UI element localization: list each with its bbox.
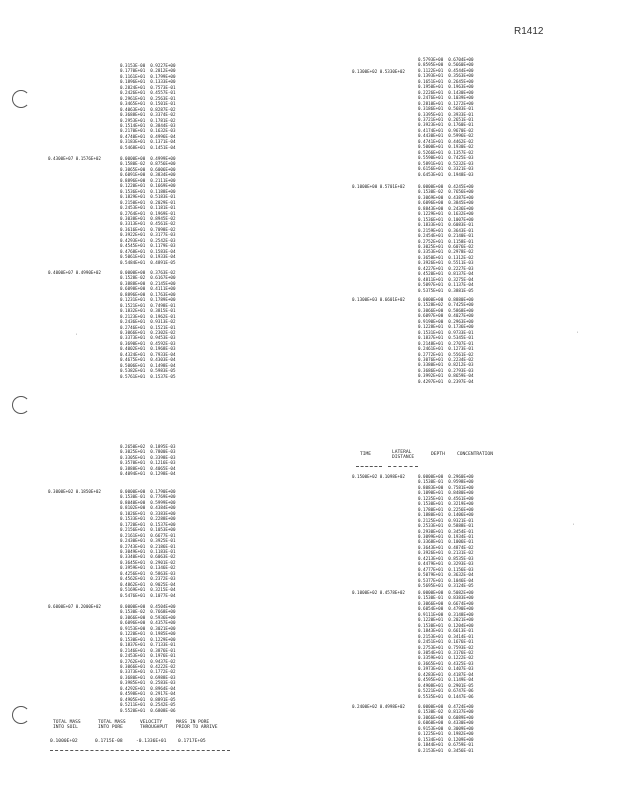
data-row: 0.4740E+01 0.4996E-04: [120, 133, 176, 139]
data-row: 0.1844E+01 0.6759E-01: [418, 742, 474, 748]
block-label: 0.1300E+03 0.6601E+02: [352, 297, 405, 302]
binder-hole-bottom: [12, 706, 30, 724]
data-row: 0.2824E+01 0.7573E-01: [120, 84, 176, 90]
data-row: 0.0000E+00 0.4245E+00: [418, 184, 474, 189]
data-row: 0.3359E+01 0.1222E-02: [418, 655, 474, 661]
data-row: 0.4227E+01 0.2227E-03: [418, 265, 474, 271]
data-row: 0.1833E+01 0.6083E-01: [418, 222, 474, 228]
data-row: 0.0000E+00 0.4504E+00: [120, 604, 176, 609]
data-row: 0.4862E+01 0.9025E-04: [120, 581, 176, 587]
data-row: 0.1651E+01 0.2645E+00: [418, 78, 474, 84]
binder-hole-middle: [12, 396, 30, 414]
data-row: 0.1720E+01 0.1537E+00: [120, 521, 176, 527]
block-label: 0.4300E+07 0.1576E+02: [48, 156, 101, 161]
data-row: 0.6096E+00 0.3845E+00: [418, 200, 474, 206]
data-row: 0.2156E+01 0.1053E+00: [120, 527, 176, 533]
block-label: 0.1300E+02 0.5330E+02: [352, 69, 405, 74]
data-row: 0.3066E+00 0.5868E+00: [418, 307, 474, 313]
data-row: 0.1530E+01 0.1229E+00: [120, 636, 176, 642]
data-row: 0.1393E+01 0.3563E+00: [418, 73, 474, 79]
data-row: 0.3038E+01 0.8945E-02: [120, 215, 176, 221]
data-row: 0.2953E+01 0.1781E-02: [120, 117, 176, 123]
data-row: 0.3313E+01 0.4561E-02: [120, 221, 176, 227]
data-row: 0.4479E+01 0.3293E-03: [418, 561, 474, 567]
data-row: 0.1770E+01 0.2812E+00: [120, 68, 176, 74]
data-row: 0.1235E+01 0.4561E+00: [418, 495, 474, 501]
data-row: 0.3688E+01 0.3374E-02: [120, 112, 176, 118]
data-row: 0.3065E+00 0.6006E+00: [120, 166, 176, 172]
data-row: 0.9153E+00 0.3021E+00: [120, 625, 176, 631]
data-row: 0.4675E+01 0.4303E-04: [120, 357, 176, 363]
data-row: 0.3025E+01 0.7800E-03: [120, 449, 176, 455]
data-row: 0.1514E+01 0.3844E-03: [120, 122, 176, 128]
data-row: 0.5169E+01 0.3215E-04: [120, 587, 176, 593]
data-row: 0.5520E+01 0.6808E-06: [120, 707, 176, 713]
header-rule-time: [356, 466, 382, 467]
data-row: 0.1530E-02 0.7668E+00: [120, 609, 176, 615]
block-values: [418, 57, 473, 177]
data-row: 0.2461E+01 0.1273E-01: [418, 346, 474, 352]
data-row: 0.1580E-02 0.8756E+00: [120, 161, 176, 167]
data-row: 0.3992E+01 0.8659E-04: [418, 373, 474, 379]
data-row: 0.4094E+01 0.1298E-04: [120, 471, 176, 477]
data-row: 0.2810E+01 0.1272E+00: [418, 100, 474, 106]
data-row: 0.1026E+01 0.3383E+00: [120, 510, 176, 516]
summary-value-mass-in-pore: 0.1717E+05: [178, 739, 206, 744]
data-row: 0.6098E+00 0.4111E+00: [120, 286, 176, 292]
data-row: 0.3973E+01 0.1407E-03: [418, 666, 474, 672]
speck: ·: [576, 330, 580, 336]
block-values: [418, 474, 473, 589]
block-values: [120, 63, 175, 150]
data-row: 0.1090E+01 0.8480E+00: [418, 490, 474, 496]
block-label: 0.1500E+02 0.1098E+02: [352, 474, 405, 479]
data-row: 0.5061E+01 0.1933E-04: [120, 254, 176, 260]
data-row: 0.2426E+01 0.4557E-01: [120, 90, 176, 96]
data-row: 0.6054E+00 0.4790E+00: [418, 606, 474, 612]
data-row: 0.2930E+01 0.3454E-01: [418, 528, 474, 534]
data-row: 0.1530E+01 0.1204E+00: [418, 622, 474, 628]
data-row: 0.9111E+00 0.3148E+00: [418, 611, 474, 617]
speck: ·: [572, 522, 576, 528]
data-row: 0.9190E+00 0.2963E+00: [418, 318, 474, 324]
data-row: 0.3888E+01 0.4065E-04: [120, 465, 176, 471]
summary-value-total-mass-pore: 0.1715E-08: [95, 739, 123, 744]
block-values: [120, 444, 175, 477]
data-row: 0.4063E+01 0.8287E-02: [120, 106, 176, 112]
data-row: 0.3690E+01 0.4592E-03: [120, 340, 176, 346]
data-row: 0.3380E+01 0.8212E-03: [418, 362, 474, 368]
data-row: 0.1161E+01 0.1799E+00: [120, 73, 176, 79]
data-row: 0.3025E+01 0.6076E-02: [418, 243, 474, 249]
data-row: 0.2476E+01 0.1039E+00: [418, 95, 474, 101]
data-row: 0.1122E+01 0.4544E+00: [418, 67, 474, 73]
data-row: 0.2772E+01 0.5561E-02: [418, 351, 474, 357]
data-row: 0.5891E+01 0.5232E-03: [418, 160, 474, 166]
block-values: [418, 704, 473, 753]
data-row: 0.1832E+01 0.3815E-01: [120, 308, 176, 314]
data-row: 0.8083E+00 0.7581E+00: [418, 484, 474, 490]
data-row: 0.4256E+01 0.5863E-03: [120, 570, 176, 576]
block-values: [418, 590, 473, 699]
data-row: 0.1880E+01 0.1406E+00: [418, 512, 474, 518]
data-row: 0.1533E+01 0.2288E+00: [120, 516, 176, 522]
data-row: 0.1220E+01 0.2021E+00: [418, 617, 474, 623]
data-row: 0.5221E+01 0.6747E-06: [418, 688, 474, 694]
data-row: 0.2454E+01 0.2140E-01: [418, 233, 474, 239]
data-row: 0.8896E+00 0.1763E+00: [120, 291, 176, 297]
data-row: 0.1530E-01 0.8383E+00: [418, 595, 474, 601]
block-values: [418, 297, 473, 384]
data-row: 0.3643E+01 0.4874E-02: [418, 544, 474, 550]
data-row: 0.1229E+01 0.1632E+00: [418, 211, 474, 217]
data-row: 0.0000E+00 0.4724E+00: [418, 704, 474, 709]
data-row: 0.3373E+01 0.1772E-02: [120, 669, 176, 675]
block-values: [120, 489, 175, 598]
data-row: 0.1531E+01 0.9733E-01: [418, 329, 474, 335]
data-row: 0.3959E+01 0.1346E-02: [120, 565, 176, 571]
block-values: [120, 270, 175, 379]
data-row: 0.4213E+01 0.8535E-03: [418, 555, 474, 561]
header-concentration: CONCENTRATION: [457, 452, 493, 457]
data-row: 0.1528E+02 0.7425E+00: [418, 302, 474, 308]
block-values: [120, 604, 175, 713]
data-row: 0.5000E+01 0.1930E-02: [418, 144, 474, 150]
data-row: 0.8595E+00 0.5660E+00: [418, 62, 474, 68]
data-row: 0.5590E+01 0.7425E-03: [418, 155, 474, 161]
data-row: 0.3368E+01 0.1006E-01: [418, 539, 474, 545]
data-row: 0.1228E+01 0.1736E+00: [418, 324, 474, 330]
data-row: 0.1530E-01 0.9598E+00: [418, 479, 474, 485]
data-row: 0.3305E+01 0.3398E-03: [120, 454, 176, 460]
data-row: 0.1536E+01 0.1007E+00: [418, 216, 474, 222]
data-row: 0.1530E-02 0.7656E+00: [418, 189, 474, 195]
data-row: 0.2451E+01 0.1676E-01: [418, 639, 474, 645]
header-lateral-distance: LATERAL DISTANCE: [392, 450, 415, 461]
summary-value-total-mass-soil: 0.1000E+02: [50, 739, 78, 744]
data-row: 0.8102E+00 0.4384E+00: [120, 505, 176, 511]
data-row: 0.3049E+01 0.1183E-01: [120, 548, 176, 554]
data-row: 0.3465E+01 0.1501E-01: [120, 101, 176, 107]
summary-header-total-mass-soil: TOTAL MASS INTO SOIL: [53, 720, 81, 731]
data-row: 0.3645E+01 0.2901E-02: [120, 559, 176, 565]
data-row: 0.5761E+01 0.1537E-05: [120, 373, 176, 379]
data-row: 0.3099E+01 0.1934E-01: [418, 533, 474, 539]
data-row: 0.1220E+01 0.1669E+00: [120, 183, 176, 189]
binder-hole-top: [12, 90, 30, 108]
data-row: 0.3926E+01 0.5511E-03: [418, 260, 474, 266]
data-row: 0.1534E+01 0.1209E+00: [418, 736, 474, 742]
data-row: 0.5476E+01 0.1077E-04: [120, 592, 176, 598]
data-row: 0.5535E+01 0.1447E-06: [418, 693, 474, 699]
data-row: 0.1536E+01 0.1188E+00: [120, 188, 176, 194]
header-time: TIME: [360, 452, 372, 457]
data-row: 0.4811E+01 0.3275E-04: [418, 276, 474, 282]
data-row: 0.1220E+01 0.1985E+00: [120, 631, 176, 637]
data-row: 0.5266E+01 0.1357E-02: [418, 149, 474, 155]
data-row: 0.3069E+00 0.4387E+00: [418, 194, 474, 200]
data-row: 0.5377E+01 0.1046E-04: [418, 577, 474, 583]
data-row: 0.3570E+01 0.1216E-03: [120, 460, 176, 466]
data-row: 0.2650E+02 0.1895E-03: [120, 444, 176, 449]
data-row: 0.1780E+01 0.2256E+00: [418, 506, 474, 512]
data-row: 0.5097E+01 0.1137E-04: [418, 282, 474, 288]
data-row: 0.5793E+00 0.6704E+00: [418, 57, 474, 62]
data-row: 0.3616E+01 0.7098E-02: [120, 226, 176, 232]
data-row: 0.1950E+01 0.1963E+00: [418, 84, 474, 90]
data-row: 0.5006E+01 0.1498E-04: [120, 362, 176, 368]
data-row: 0.2762E+01 0.9437E-02: [120, 658, 176, 664]
speck: ·: [75, 332, 79, 338]
block-label: 0.1000E+02 0.4578E+02: [352, 590, 405, 595]
data-row: 0.3721E+01 0.2651E-01: [418, 116, 474, 122]
data-row: 0.1521E+01 0.7498E-01: [120, 302, 176, 308]
page-id: R1412: [514, 26, 544, 37]
data-row: 0.2961E+01 0.2563E-01: [120, 95, 176, 101]
data-row: 0.4777E+01 0.1156E-03: [418, 566, 474, 572]
data-row: 0.0000E+00 0.1790E+00: [120, 489, 176, 494]
data-row: 0.4520E+01 0.8137E-04: [418, 271, 474, 277]
data-row: 0.2752E+01 0.1158E-01: [418, 238, 474, 244]
data-row: 0.3680E+01 0.6988E-03: [120, 674, 176, 680]
data-row: 0.3153E-00 0.9227E+00: [120, 63, 176, 68]
data-row: 0.5468E+01 0.1451E-04: [120, 144, 176, 150]
data-row: 0.1843E+01 0.6613E-01: [418, 628, 474, 634]
data-row: 0.4768E+01 0.1583E-04: [120, 248, 176, 254]
data-row: 0.3926E+01 0.2131E-02: [418, 550, 474, 556]
data-row: 0.3066E+00 0.5936E+00: [120, 614, 176, 620]
data-row: 0.0000E+00 0.5082E+00: [418, 590, 474, 595]
data-row: 0.2533E+01 0.5888E-01: [418, 523, 474, 529]
block-label: 0.3000E+02 0.1850E+02: [48, 489, 101, 494]
data-row: 0.4905E+01 0.8891E-05: [120, 696, 176, 702]
data-row: 0.1896E+01 0.1333E+00: [120, 79, 176, 85]
data-row: 0.3923E+01 0.1760E-01: [418, 122, 474, 128]
data-row: 0.6156E+01 0.3321E-03: [418, 166, 474, 172]
data-row: 0.2453E+01 0.1181E-01: [120, 205, 176, 211]
data-row: 0.4324E+01 0.7933E-04: [120, 351, 176, 357]
data-row: 0.4562E+01 0.2372E-03: [120, 576, 176, 582]
data-row: 0.2150E+01 0.2029E-01: [120, 199, 176, 205]
data-row: 0.2430E+01 0.3925E-01: [120, 538, 176, 544]
data-row: 0.1530E+01 0.3219E+00: [418, 501, 474, 507]
data-row: 0.3066E+01 0.4222E-02: [120, 663, 176, 669]
data-row: 0.2453E+01 0.1976E-01: [120, 653, 176, 659]
data-row: 0.2146E+01 0.3876E-01: [120, 647, 176, 653]
data-row: 0.5484E+01 0.4891E-05: [120, 259, 176, 265]
data-row: 0.4297E+01 0.2397E-04: [418, 378, 474, 384]
data-row: 0.4741E+01 0.4462E-02: [418, 138, 474, 144]
data-row: 0.4908E+01 0.2901E-05: [418, 682, 474, 688]
data-row: 0.6453E+01 0.1948E-03: [418, 171, 474, 177]
data-row: 0.3183E+01 0.1371E-04: [120, 139, 176, 145]
header-rule-distance: [388, 466, 418, 467]
data-row: 0.8896E+00 0.2111E+00: [120, 177, 176, 183]
data-row: 0.2153E+01 0.3456E-01: [418, 747, 474, 753]
data-row: 0.3066E+01 0.2302E-02: [120, 329, 176, 335]
data-row: 0.2743E+01 0.2186E-01: [120, 543, 176, 549]
data-row: 0.5079E+01 0.3632E-04: [418, 572, 474, 578]
data-row: 0.6060E+00 0.4330E+00: [418, 720, 474, 726]
data-row: 0.3985E+01 0.2583E-03: [120, 680, 176, 686]
data-row: 0.3922E+01 0.3177E-03: [120, 232, 176, 238]
data-row: 0.3340E+01 0.6063E-02: [120, 554, 176, 560]
data-row: 0.4002E+01 0.1968E-03: [120, 346, 176, 352]
block-values: [418, 184, 473, 293]
data-row: 0.4174E+01 0.9670E-02: [418, 127, 474, 133]
data-row: 0.5695E+01 0.3124E-05: [418, 583, 474, 589]
data-row: 0.4545E+01 0.1179E-03: [120, 243, 176, 249]
data-row: 0.2148E+01 0.2707E-01: [418, 340, 474, 346]
data-row: 0.4598E+01 0.2917E-04: [120, 691, 176, 697]
data-row: 0.3076E+01 0.2234E-02: [418, 356, 474, 362]
block-label: 0.6000E+07 0.2000E+02: [48, 604, 101, 609]
summary-header-total-mass-pore: TOTAL MASS INTO PORE: [98, 720, 126, 731]
data-row: 0.1528E-02 0.6167E+00: [120, 275, 176, 281]
data-row: 0.0000E+00 0.3763E-02: [120, 270, 176, 275]
data-row: 0.2170E+01 0.1632E-03: [120, 128, 176, 134]
block-values: [120, 156, 175, 265]
header-depth: DEPTH: [431, 452, 445, 457]
data-row: 0.3353E+01 0.2978E-02: [418, 249, 474, 255]
data-row: 0.0000E+00 0.4999E+00: [120, 156, 176, 161]
summary-header-mass-in-pore: MASS IN PORE PRIOR TO ARRIVE: [176, 720, 218, 731]
data-row: 0.2161E+01 0.6677E-01: [120, 532, 176, 538]
data-row: 0.2153E+01 0.3414E-01: [418, 633, 474, 639]
data-row: 0.4430E+01 0.5996E-02: [418, 133, 474, 139]
data-row: 0.4293E+01 0.2542E-03: [120, 237, 176, 243]
data-row: 0.2125E+01 0.9321E-01: [418, 517, 474, 523]
data-row: 0.3066E+00 0.6089E+00: [418, 714, 474, 720]
data-row: 0.5211E+01 0.2542E-05: [120, 702, 176, 708]
block-label: 0.4000E+07 0.4990E+02: [48, 270, 101, 275]
data-row: 0.3395E+01 0.3933E-01: [418, 111, 474, 117]
data-row: 0.1837E+01 0.5345E-01: [418, 335, 474, 341]
summary-value-velocity: -0.1336E+01: [136, 739, 167, 744]
summary-header-velocity: VELOCITY THROUGHPUT: [140, 720, 168, 731]
block-label: 0.2400E+02 0.4998E+02: [352, 704, 405, 709]
data-row: 0.1231E+01 0.1789E+00: [120, 297, 176, 303]
data-row: 0.5382E+01 0.5983E-05: [120, 368, 176, 374]
data-row: 0.5375E+01 0.3881E-05: [418, 287, 474, 293]
summary-rule: [50, 750, 230, 751]
data-row: 0.3665E+01 0.4325E-03: [418, 660, 474, 666]
data-row: 0.3888E+00 0.2145E+00: [120, 280, 176, 286]
data-row: 0.1530E-01 0.7769E+00: [120, 494, 176, 500]
data-row: 0.2159E+01 0.3643E-01: [418, 227, 474, 233]
data-row: 0.2753E+01 0.7593E-02: [418, 644, 474, 650]
data-row: 0.3066E+00 0.6674E+00: [418, 600, 474, 606]
block-label: 0.1000E+00 0.5701E+02: [352, 184, 405, 189]
data-row: 0.0000E+00 0.2960E+00: [418, 474, 474, 479]
data-row: 0.1837E+01 0.7133E-01: [120, 642, 176, 648]
data-row: 0.2746E+01 0.1521E-01: [120, 324, 176, 330]
data-row: 0.6091E+00 0.3834E+00: [120, 172, 176, 178]
data-row: 0.2226E+01 0.1430E+00: [418, 89, 474, 95]
data-row: 0.9153E+00 0.3009E+00: [418, 725, 474, 731]
data-row: 0.6097E+00 0.4027E+00: [418, 313, 474, 319]
data-row: 0.3650E+01 0.1312E-02: [418, 254, 474, 260]
data-row: 0.3686E+01 0.2793E-03: [418, 367, 474, 373]
data-row: 0.8040E+00 0.5999E+00: [120, 499, 176, 505]
data-row: 0.8843E+00 0.2436E+00: [418, 205, 474, 211]
data-row: 0.2436E+01 0.9313E-02: [120, 319, 176, 325]
data-row: 0.4292E+01 0.8964E-04: [120, 685, 176, 691]
data-row: 0.4595E+01 0.1149E-04: [418, 677, 474, 683]
data-row: 0.1225E+01 0.1982E+00: [418, 731, 474, 737]
data-row: 0.3054E+01 0.3176E-02: [418, 649, 474, 655]
data-row: 0.2123E+01 0.1962E-01: [120, 313, 176, 319]
data-row: 0.3373E+01 0.9453E-03: [120, 335, 176, 341]
data-row: 0.1530E-02 0.8137E+00: [418, 709, 474, 715]
data-row: 0.1829E+01 0.5183E-01: [120, 194, 176, 200]
data-row: 0.4283E+01 0.4187E-04: [418, 671, 474, 677]
data-row: 0.0000E+00 0.8880E+00: [418, 297, 474, 302]
data-row: 0.2764E+01 0.1969E-01: [120, 210, 176, 216]
data-row: 0.6096E+00 0.4357E+00: [120, 620, 176, 626]
data-row: 0.3186E+01 0.5683E-01: [418, 106, 474, 112]
